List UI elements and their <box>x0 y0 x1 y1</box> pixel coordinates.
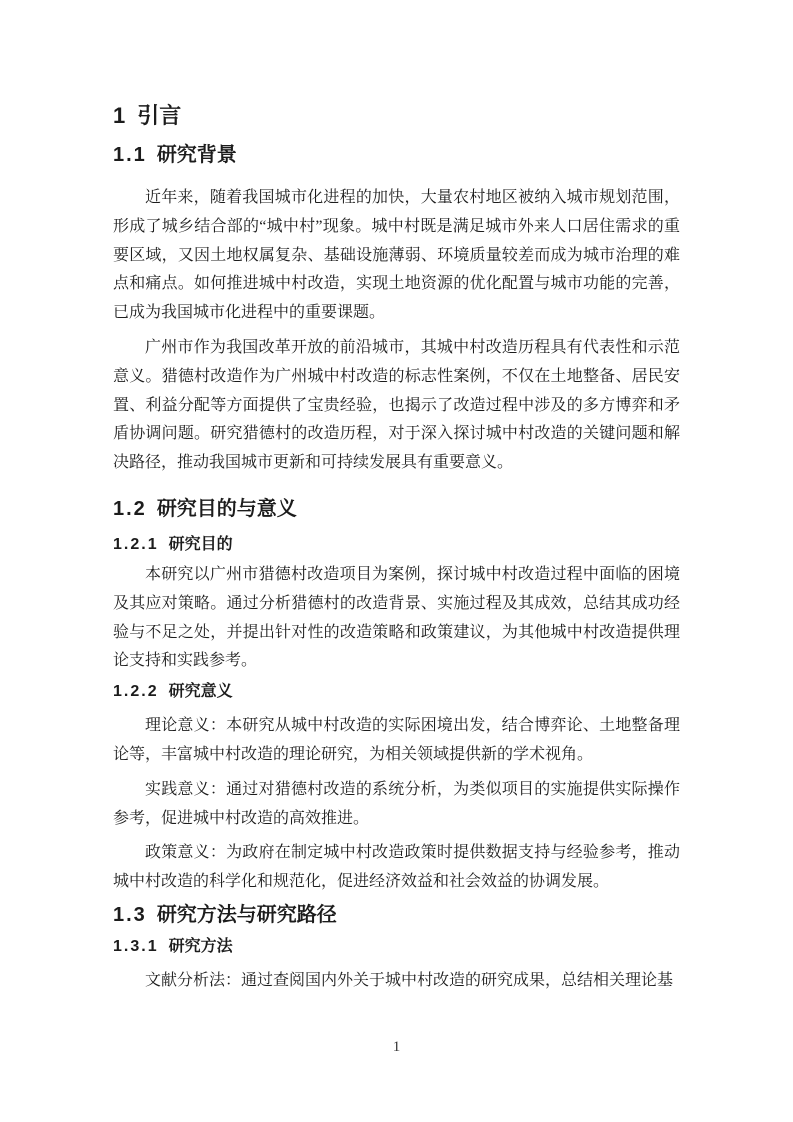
paragraph-policy-significance: 政策意义：为政府在制定城中村改造政策时提供数据支持与经验参考，推动城中村改造的科学化和规范化，促进经济效益和社会效益的协调发展。 <box>113 844 680 891</box>
section-heading-1-3 <box>113 903 680 927</box>
subsection-number: 1.2.2 <box>113 683 159 701</box>
paragraph-research-background-2: 广州市作为我国改革开放的前沿城市，其城中村改造历程具有代表性和示范意义。猎德村改造作为广州城中村改造的标志性案例，不仅在土地整备、居民安置、利益分配等方面提供了宝贵经验，也揭示了改造过程中涉及的多方博弈和矛盾协调问题。研究猎德村的改造历程，对于深入探讨城中村改造的关键问题和解决路径，推动我国城市更新和可持续发展具有重要意义。 <box>113 338 680 472</box>
subsection-title: 研究意义 <box>168 683 233 701</box>
subsection-heading-1-2-2 <box>113 682 680 702</box>
subsection-heading-1-2-1 <box>113 535 680 555</box>
section-number: 1.3 <box>113 903 147 926</box>
subsection-title: 研究目的 <box>168 535 233 553</box>
page-number: 1 <box>392 1039 401 1055</box>
paragraph-research-methods: 文献分析法：通过查阅国内外关于城中村改造的研究成果，总结相关理论基 <box>145 971 674 989</box>
chapter-title: 引言 <box>137 103 182 128</box>
subsection-heading-1-3-1 <box>113 937 680 957</box>
section-number: 1.1 <box>113 144 147 166</box>
page-content <box>113 0 680 1002</box>
section-title: 研究背景 <box>156 144 237 166</box>
chapter-heading <box>113 103 680 129</box>
paragraph-theoretical-significance: 理论意义：本研究从城中村改造的实际困境出发，结合博弈论、土地整备理论等，丰富城中村改造的理论研究，为相关领域提供新的学术视角。 <box>113 717 680 763</box>
paragraph-research-purpose: 本研究以广州市猎德村改造项目为案例，探讨城中村改造过程中面临的困境及其应对策略。通过分析猎德村的改造背景、实施过程及其成效，总结其成功经验与不足之处，并提出针对性的改造策略和政策建议，为其他城中村改造提供理论支持和实践参考。 <box>113 565 680 670</box>
section-number: 1.2 <box>113 497 147 520</box>
paragraph-research-background-1: 近年来，随着我国城市化进程的加快，大量农村地区被纳入城市规划范围，形成了城乡结合部的“城中村”现象。城中村既是满足城市外来人口居住需求的重要区域，又因土地权属复杂、基础设施薄弱、环境质量较差而成为城市治理的难点和痛点。如何推进城中村改造，实现土地资源的优化配置与城市功能的完善，已成为我国城市化进程中的重要课题。 <box>113 189 680 322</box>
section-title: 研究方法与研究路径 <box>156 903 337 926</box>
subsection-number: 1.2.1 <box>113 535 159 553</box>
chapter-number: 1 <box>113 103 128 128</box>
section-title: 研究目的与意义 <box>156 497 297 520</box>
section-heading-1-1 <box>113 143 680 167</box>
subsection-title: 研究方法 <box>168 937 233 955</box>
subsection-number: 1.3.1 <box>113 937 159 955</box>
section-heading-1-2 <box>113 497 680 521</box>
paragraph-practical-significance: 实践意义：通过对猎德村改造的系统分析，为类似项目的实施提供实际操作参考，促进城中村改造的高效推进。 <box>113 780 680 827</box>
